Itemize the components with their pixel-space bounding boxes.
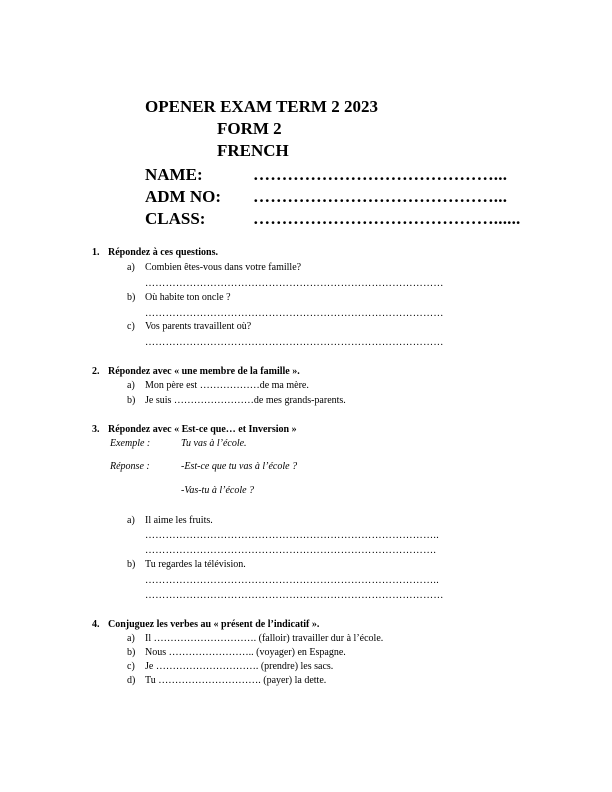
item-letter: b) bbox=[127, 647, 136, 658]
question-2-heading bbox=[92, 366, 300, 377]
q2-item-b bbox=[127, 395, 346, 406]
q3-a-answer-line-1[interactable]: ………………………………………………………………………….. bbox=[145, 530, 439, 541]
exam-title: OPENER EXAM TERM 2 2023 bbox=[145, 97, 378, 116]
q1-item-c bbox=[127, 321, 251, 332]
question-1-heading bbox=[92, 247, 218, 258]
q1-b-answer-line[interactable]: …………………………………………………………………………… bbox=[145, 308, 444, 319]
q4-item-a bbox=[127, 633, 383, 644]
item-text: Tu regardes la télévision. bbox=[145, 559, 246, 570]
item-text: Vos parents travaillent où? bbox=[145, 321, 252, 332]
item-letter: b) bbox=[127, 559, 136, 570]
item-letter: c) bbox=[127, 661, 135, 672]
question-4-heading bbox=[92, 619, 319, 630]
item-letter: a) bbox=[127, 380, 135, 391]
item-letter: c) bbox=[127, 321, 135, 332]
adm-no-field[interactable]: ……………………………………... bbox=[253, 187, 508, 206]
item-letter: a) bbox=[127, 515, 135, 526]
item-letter: a) bbox=[127, 633, 135, 644]
item-text: Combien êtes-vous dans votre famille? bbox=[145, 262, 302, 273]
q1-c-answer-line[interactable]: …………………………………………………………………………… bbox=[145, 337, 444, 348]
response-inversion: -Vas-tu à l’école ? bbox=[181, 485, 255, 496]
q3-item-a bbox=[127, 515, 213, 526]
item-text: Nous …………………….. (voyager) en Espagne. bbox=[145, 647, 346, 658]
q4-item-c bbox=[127, 661, 333, 672]
question-number: 3. bbox=[92, 424, 100, 435]
q1-a-answer-line[interactable]: …………………………………………………………………………… bbox=[145, 278, 444, 289]
question-3-heading bbox=[92, 424, 297, 435]
class-label: CLASS: bbox=[145, 209, 206, 228]
question-title: Répondez avec « une membre de la famille ». bbox=[108, 366, 300, 377]
response-est-ce-que: -Est-ce que tu vas à l’école ? bbox=[181, 461, 298, 472]
response-label: Réponse : bbox=[110, 461, 150, 472]
q1-item-a bbox=[127, 262, 301, 273]
question-number: 4. bbox=[92, 619, 100, 630]
item-text: Je …………………………. (prendre) les sacs. bbox=[145, 661, 334, 672]
item-text: Mon père est ………………de ma mère. bbox=[145, 380, 309, 391]
item-text: Où habite ton oncle ? bbox=[145, 292, 231, 303]
q3-a-answer-line-2[interactable]: …………………………………………………………………………. bbox=[145, 545, 437, 556]
q3-item-b bbox=[127, 559, 246, 570]
exam-subject: FRENCH bbox=[217, 141, 289, 160]
example-label: Exemple : bbox=[110, 438, 151, 449]
q4-item-d bbox=[127, 675, 326, 686]
question-title: Répondez avec « Est-ce que… et Inversion » bbox=[108, 424, 297, 435]
adm-no-label: ADM NO: bbox=[145, 187, 222, 206]
q3-b-answer-line-1[interactable]: ………………………………………………………………………….. bbox=[145, 575, 439, 586]
question-title: Conjuguez les verbes au « présent de l’indicatif ». bbox=[108, 619, 320, 630]
item-letter: b) bbox=[127, 292, 136, 303]
item-text: Tu …………………………. (payer) la dette. bbox=[145, 675, 327, 686]
item-text: Il …………………………. (falloir) travailler dur à l’école. bbox=[145, 633, 384, 644]
question-number: 2. bbox=[92, 366, 100, 377]
item-text: Il aime les fruits. bbox=[145, 515, 213, 526]
item-letter: d) bbox=[127, 675, 136, 686]
exam-form: FORM 2 bbox=[217, 119, 282, 138]
item-text: Je suis ……………………de mes grands-parents. bbox=[145, 395, 346, 406]
class-field[interactable]: ……………………………………...... bbox=[253, 209, 521, 228]
q1-item-b bbox=[127, 292, 231, 303]
question-title: Répondez à ces questions. bbox=[108, 247, 219, 258]
question-number: 1. bbox=[92, 247, 100, 258]
q4-item-b bbox=[127, 647, 346, 658]
name-field[interactable]: ……………………………………... bbox=[253, 165, 508, 184]
q3-b-answer-line-2[interactable]: …………………………………………………………………………… bbox=[145, 590, 444, 601]
item-letter: b) bbox=[127, 395, 136, 406]
q2-item-a bbox=[127, 380, 309, 391]
example-text: Tu vas à l’école. bbox=[181, 438, 247, 449]
item-letter: a) bbox=[127, 262, 135, 273]
name-label: NAME: bbox=[145, 165, 203, 184]
